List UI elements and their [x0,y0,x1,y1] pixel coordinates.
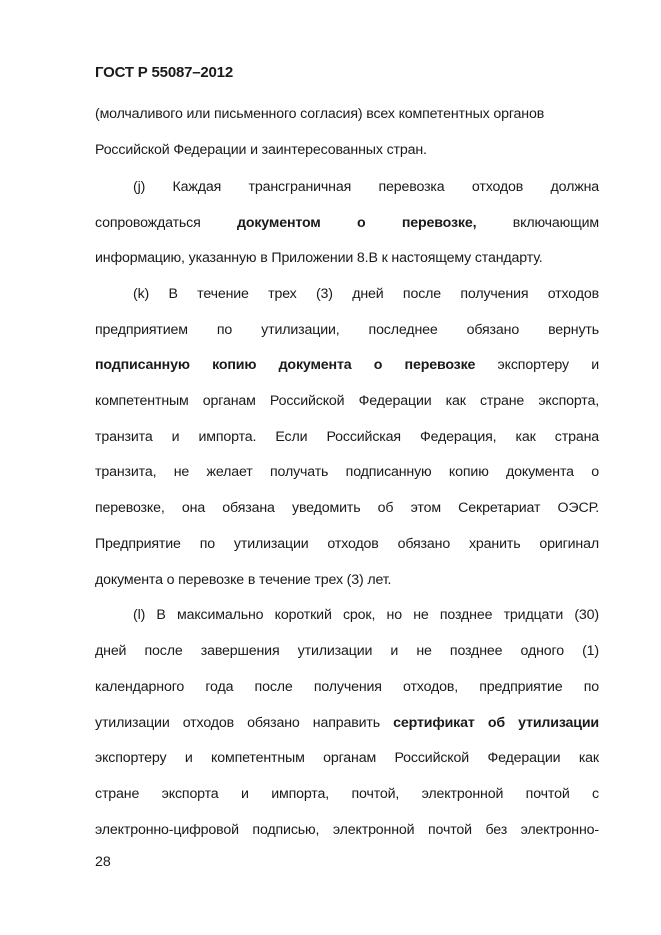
text-line: информацию, указанную в Приложении 8.В к настоящему стандарту. [95,250,543,266]
text-line: Предприятие по утилизации отходов обязано хранить оригинал [95,536,599,552]
text-line: календарного года после получения отходов, предприятие по [95,679,599,695]
text-line: (молчаливого или письменного согласия) всех компетентных органов [95,106,545,122]
bold-term: подписанную копию документа о перевозке [95,357,476,373]
text-line: транзита, не желает получать подписанную копию документа о [95,464,599,480]
text-line: (k) В течение трех (3) дней после получения отходов [133,286,599,302]
text-line: транзита и импорта. Если Российская Федерация, как страна [95,429,599,445]
bold-term: сертификат об утилизации [393,715,600,731]
text-line: дней после завершения утилизации и не позднее одного (1) [95,643,599,659]
text-line: документа о перевозке в течение трех (3) лет. [95,572,392,588]
text-line: сопровождаться документом о перевозке, включающим [95,215,600,231]
text-line: стране экспорта и импорта, почтой, электронной почтой с [95,786,599,802]
page-number: 28 [95,854,111,870]
text-line: экспортеру и компетентным органам Российской Федерации как [95,750,599,766]
text-line: (j) Каждая трансграничная перевозка отходов должна [133,179,599,195]
bold-term: документом о перевозке, [236,215,477,231]
text-line: подписанную копию документа о перевозке экспортеру и [95,357,600,373]
text-line: электронно-цифровой подписью, электронной почтой без электронно- [95,822,599,838]
text-line: предприятием по утилизации, последнее обязано вернуть [95,322,599,338]
text-line: перевозке, она обязана уведомить об этом Секретариат ОЭСР. [95,500,599,516]
document-header: ГОСТ Р 55087–2012 [95,64,233,81]
text-line: утилизации отходов обязано направить сертификат об утилизации [95,715,600,731]
text-line: компетентным органам Российской Федерации как стране экспорта, [95,393,599,409]
text-line: Российской Федерации и заинтересованных стран. [95,142,427,158]
text-line: (l) В максимально короткий срок, но не позднее тридцати (30) [133,607,599,623]
